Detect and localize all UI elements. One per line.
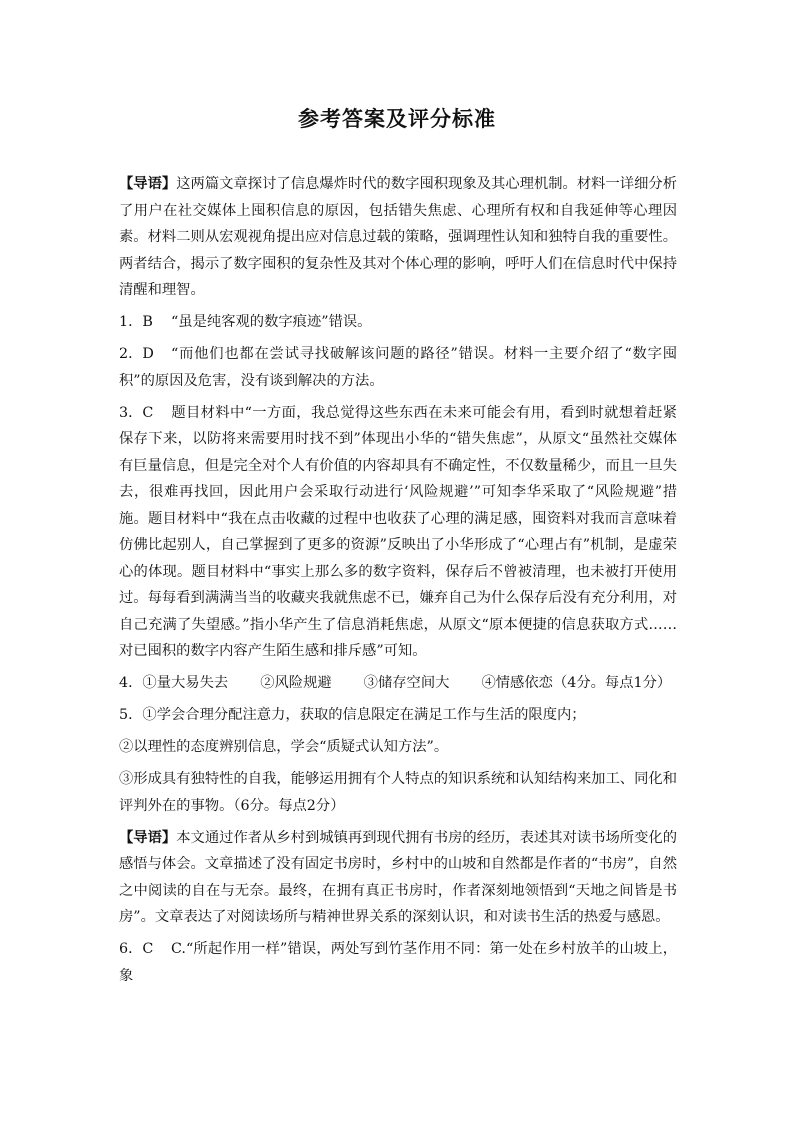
intro-paragraph-2 bbox=[119, 825, 677, 931]
answer-text: 题目材料中“一方面，我总觉得这些东西在未来可能会有用，看到时就想着赶紧保存下来，以防将来需要用时找不到”体现出小华的“错失焦虑”，从原文“虽然社交媒体有巨量信息，但是完全对个人有价值的内容却具有不确定性，不仅数量稀少，而且一旦失去，很难再找回，因此用户会采取行动进行‘风险规避’”可知李华采取了“风险规避”措施。题目材料中“我在点击收藏的过程中也收获了心理的满足感，囤资料对我而言意味着仿佛比起别人，自己掌握到了更多的资源”反映出了小华形成了“心理占有”机制，是虚荣心的体现。题目材料中“事实上那么多的数字资料，保存后不曾被清理，也未被打开使用过。每每看到满满当当的收藏夹我就焦虑不已，嫌弃自己为什么保存后没有充分利用，对自己充满了失望感。”指小华产生了信息消耗焦虑，从原文“原本便捷的信息获取方式……对已囤积的数字内容产生陌生感和排斥感”可知。 bbox=[119, 404, 677, 659]
answer-4 bbox=[119, 670, 677, 697]
answer-content bbox=[119, 171, 677, 995]
answer-option: ①量大易失去 bbox=[142, 675, 229, 691]
answer-text: C.“所起作用一样”错误，两处写到竹茎作用不同：第一处在乡村放羊的山坡上，象 bbox=[119, 941, 677, 984]
answer-text: “而他们也都在尝试寻找破解该问题的路径”错误。材料一主要介绍了“数字囤积”的原因及危害，没有谈到解决的方法。 bbox=[119, 346, 677, 389]
answer-5 bbox=[119, 702, 677, 729]
answer-6 bbox=[119, 936, 677, 989]
answer-text: “虽是纯客观的数字痕迹”错误。 bbox=[171, 314, 372, 330]
answer-1 bbox=[119, 309, 677, 336]
intro-label: 【导语】 bbox=[119, 176, 177, 192]
intro-text: 本文通过作者从乡村到城镇再到现代拥有书房的经历，表述其对读书场所变化的感悟与体会。文章描述了没有固定书房时，乡村中的山坡和自然都是作者的“书房”，自然之中阅读的自在与无奈。最终，在拥有真正书房时，作者深刻地领悟到“天地之间皆是书房”。文章表达了对阅读场所与精神世界关系的深刻认识，和对读书生活的热爱与感恩。 bbox=[119, 829, 677, 925]
answer-number: 5． bbox=[119, 707, 143, 723]
answer-option: ③储存空间大 bbox=[363, 675, 450, 691]
answer-3 bbox=[119, 400, 677, 665]
answer-5-point-2: ②以理性的态度辨别信息，学会“质疑式认知方法”。 bbox=[119, 739, 449, 755]
intro-text: 这两篇文章探讨了信息爆炸时代的数字囤积现象及其心理机制。材料一详细分析了用户在社交媒体上囤积信息的原因，包括错失焦虑、心理所有权和自我延伸等心理因素。材料二则从宏观视角提出应对信息过载的策略，强调理性认知和独特自我的重要性。两者结合，揭示了数字囤积的复杂性及其对个体心理的影响，呼吁人们在信息时代中保持清醒和理智。 bbox=[119, 176, 677, 298]
answer-option: ④情感依恋 bbox=[481, 675, 553, 691]
page-title: 参考答案及评分标准 bbox=[298, 107, 496, 131]
answer-score: （4分。每点1分） bbox=[552, 675, 672, 691]
answer-2 bbox=[119, 341, 677, 394]
answer-number: 1．B bbox=[119, 314, 153, 330]
answer-number: 2．D bbox=[119, 346, 154, 362]
answer-number: 3．C bbox=[119, 404, 154, 421]
answer-number: 6．C bbox=[119, 941, 154, 957]
intro-label: 【导语】 bbox=[119, 829, 177, 846]
answer-5-point-3: ③形成具有独特性的自我，能够运用拥有个人特点的知识系统和认知结构来加工、同化和评判外在的事物。（6分。每点2分） bbox=[119, 771, 677, 814]
intro-paragraph-1 bbox=[119, 171, 677, 304]
answer-number: 4． bbox=[119, 675, 143, 691]
answer-point-1: ①学会合理分配注意力，获取的信息限定在满足工作与生活的限度内； bbox=[142, 707, 586, 723]
answer-option: ②风险规避 bbox=[260, 675, 332, 691]
